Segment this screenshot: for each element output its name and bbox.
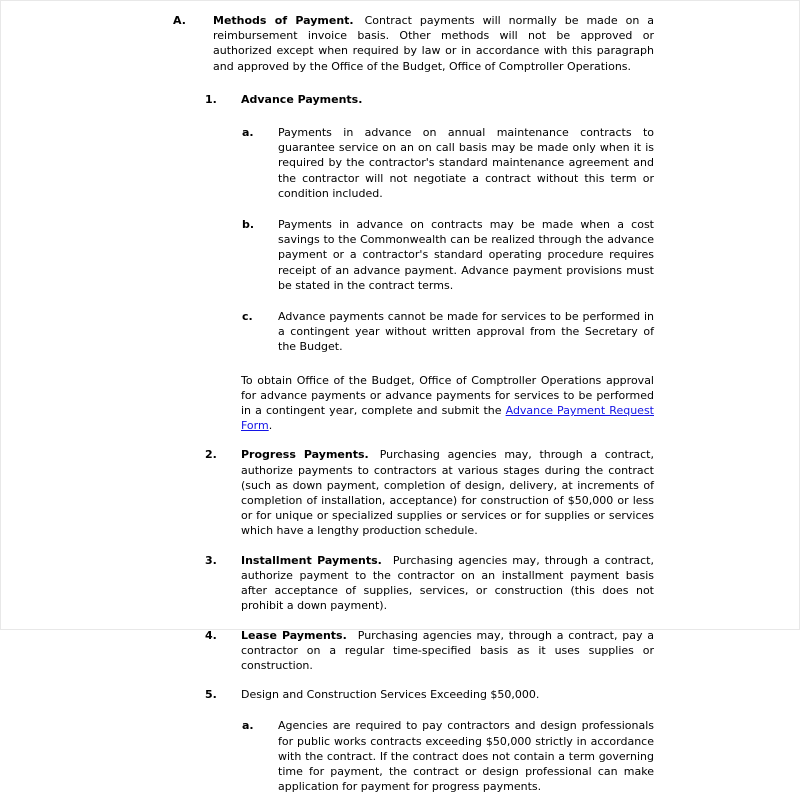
- spacer: [173, 539, 654, 553]
- clause-item-1: [205, 92, 654, 107]
- clause-text-1: [241, 92, 654, 107]
- clause-body-1c: Advance payments cannot be made for services to be performed in a contingent year without written approval from the Secretary of the Budget.: [278, 310, 654, 354]
- paragraph-obtain-approval: [241, 373, 654, 434]
- clause-marker-1c: c.: [242, 310, 253, 324]
- clause-marker-a: A.: [173, 14, 186, 27]
- clause-section-a: [173, 13, 654, 74]
- spacer: [173, 107, 654, 125]
- clause-body-5a: Agencies are required to pay contractors and design professionals for public works contracts exceeding $50,000 strictly in accordance with the contract. If the contract does not contain a term governing time for payment, the contract or design professional can make application for payment for progress payments.: [278, 719, 654, 794]
- clause-lead-2: Progress Payments.: [241, 448, 369, 462]
- paragraph-text-before-link: To obtain Office of the Budget, Office of Comptroller Operations approval for advance payments or advance payments for services to be performed in a contingent year, complete and submit the: [241, 373, 654, 418]
- clause-text-2: [241, 447, 654, 538]
- clause-marker-2: 2.: [205, 448, 217, 462]
- clause-body-3: Purchasing agencies may, through a contract, authorize payment to the contractor on an installment payment basis after acceptance of supplies, services, or construction (this does not prohibit a down payment).: [241, 553, 654, 613]
- clause-lead-4: Lease Payments.: [241, 628, 347, 642]
- clause-marker-3: 3.: [205, 553, 217, 567]
- clause-lead-a: Methods of Payment.: [213, 14, 354, 27]
- clause-body-1a: Payments in advance on annual maintenance contracts to guarantee service on an on call basis may be made only when it is required by the contractor's standard maintenance agreement and the contractor will not negotiate a contract without this term or condition included.: [278, 126, 654, 200]
- clause-marker-5a: a.: [242, 719, 254, 733]
- clause-body-4: Purchasing agencies may, through a contract, pay a contractor on a regular time-specified basis as it uses supplies or construction.: [241, 628, 654, 672]
- spacer: [173, 614, 654, 628]
- clause-body-5: Design and Construction Services Exceeding $50,000.: [241, 688, 540, 702]
- clause-item-1a: [242, 125, 654, 201]
- clause-marker-5: 5.: [205, 688, 217, 702]
- clause-item-5a: [242, 718, 654, 794]
- spacer: [173, 293, 654, 309]
- spacer: [173, 433, 654, 447]
- clause-marker-1b: b.: [242, 218, 255, 232]
- clause-item-1b: [242, 217, 654, 293]
- paragraph-text-after-link: .: [268, 419, 273, 433]
- clause-marker-1a: a.: [242, 126, 254, 140]
- clause-marker-1: 1.: [205, 92, 217, 106]
- clause-body-2: Purchasing agencies may, through a contract, authorize payments to contractors at various stages during the contract (such as down payment, completion of design, delivery, at increments of completion of installation, acceptance) for construction of $50,000 or less or for unique or specialized supplies or services or for supplies or services which have a lengthy production schedule.: [241, 448, 654, 538]
- clause-body-1b: Payments in advance on contracts may be made when a cost savings to the Commonwealth can be realized through the advance payment or a contractor's standard operating procedure requires receipt of an advance payment. Advance payment provisions must be stated in the contract terms.: [278, 218, 654, 292]
- clause-text-a: [213, 13, 654, 74]
- clause-lead-3: Installment Payments.: [241, 553, 382, 567]
- spacer: [173, 673, 654, 687]
- clause-item-5: [205, 687, 654, 702]
- clause-lead-1: Advance Payments.: [241, 92, 363, 106]
- clause-marker-4: 4.: [205, 628, 217, 642]
- clause-text-4: [241, 628, 654, 674]
- clause-item-3: [205, 553, 654, 614]
- clause-item-2: [205, 447, 654, 538]
- clause-item-1c: [242, 309, 654, 355]
- clause-body-a: Contract payments will normally be made on a reimbursement invoice basis. Other methods will not be approved or authorized except when required by law or in accordance with this paragraph and approved by the Office of the Budget, Office of Comptroller Operations.: [213, 14, 654, 73]
- spacer: [173, 74, 654, 92]
- spacer: [173, 201, 654, 217]
- document-body: [173, 13, 654, 794]
- spacer: [173, 355, 654, 373]
- clause-text-3: [241, 553, 654, 614]
- advance-payment-request-form-link[interactable]: Advance Payment Request Form: [241, 404, 654, 433]
- clause-item-4: [205, 628, 654, 674]
- spacer: [173, 702, 654, 718]
